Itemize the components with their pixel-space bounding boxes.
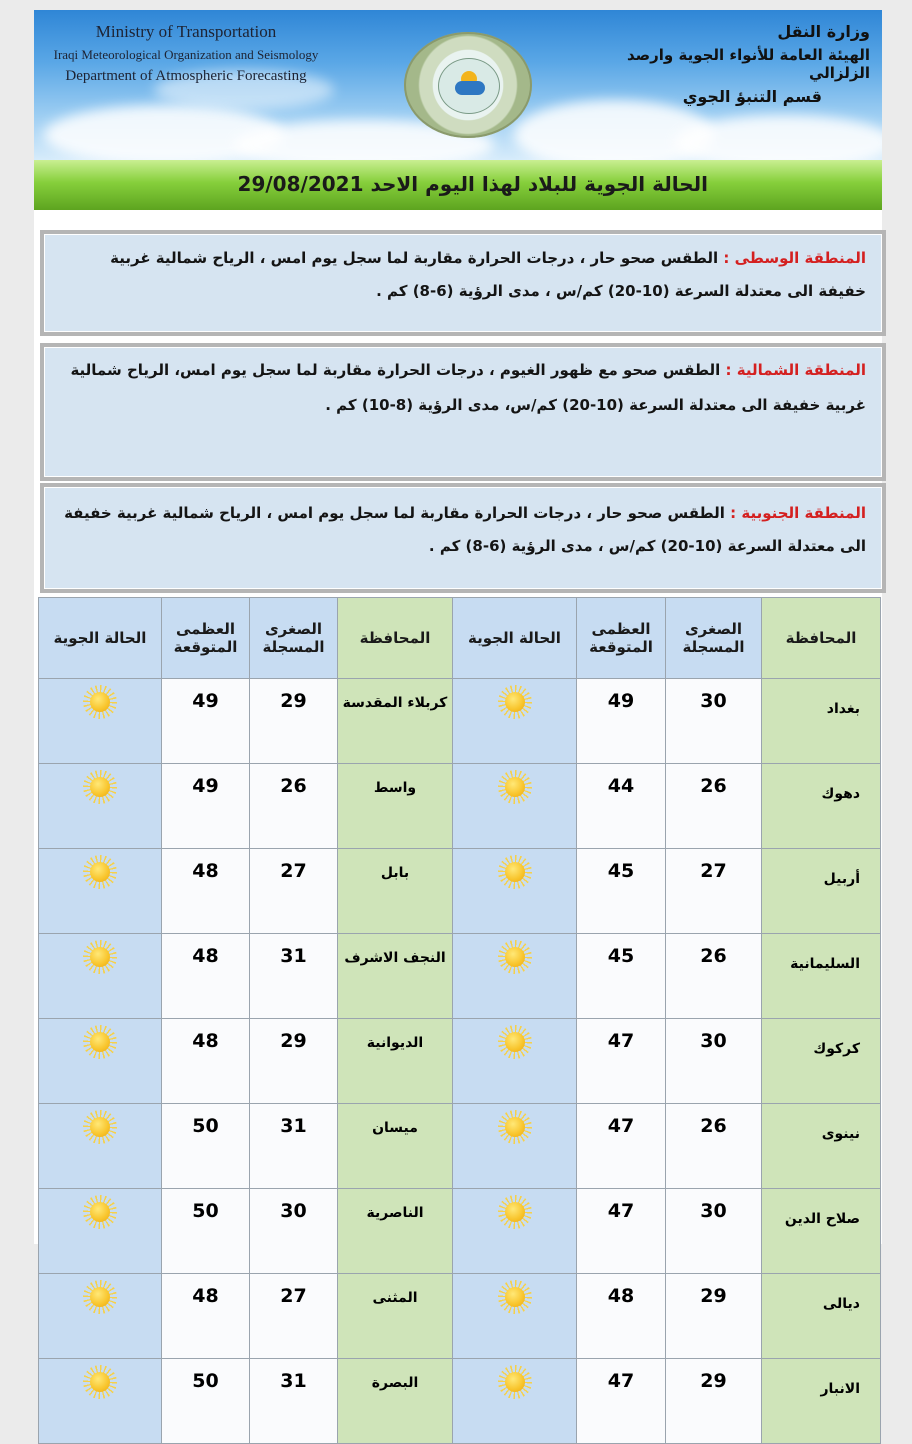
department-en: Department of Atmospheric Forecasting bbox=[65, 68, 307, 84]
weather-cell bbox=[453, 1359, 577, 1444]
header-max: العظمى المتوقعة bbox=[162, 598, 250, 679]
region-north bbox=[40, 343, 886, 481]
governorate-cell: كربلاء المقدسة bbox=[338, 679, 453, 764]
weather-cell bbox=[39, 1189, 162, 1274]
max-temp-cell: 48 bbox=[162, 934, 250, 1019]
min-temp-cell: 29 bbox=[666, 1274, 762, 1359]
weather-cell bbox=[39, 1019, 162, 1104]
organization-en: Iraqi Meteorological Organization and Seismology bbox=[53, 47, 319, 62]
max-temp-cell: 47 bbox=[577, 1189, 666, 1274]
table-row bbox=[39, 679, 881, 764]
region-label: المنطقة الشمالية : bbox=[725, 361, 866, 379]
governorate-cell: ميسان bbox=[338, 1104, 453, 1189]
sunny-icon bbox=[83, 855, 117, 889]
weather-cell bbox=[39, 934, 162, 1019]
weather-cell bbox=[453, 679, 577, 764]
min-temp-cell: 29 bbox=[250, 1019, 338, 1104]
min-temp-cell: 30 bbox=[666, 1189, 762, 1274]
min-temp-cell: 30 bbox=[666, 679, 762, 764]
header-governorate: المحافظة bbox=[762, 598, 881, 679]
header-max: العظمى المتوقعة bbox=[577, 598, 666, 679]
weather-cell bbox=[453, 1274, 577, 1359]
max-temp-cell: 47 bbox=[577, 1104, 666, 1189]
max-temp-cell: 50 bbox=[162, 1104, 250, 1189]
sunny-icon bbox=[498, 770, 532, 804]
sunny-icon bbox=[498, 1365, 532, 1399]
max-temp-cell: 44 bbox=[577, 764, 666, 849]
table-row bbox=[39, 1104, 881, 1189]
governorate-cell: البصرة bbox=[338, 1359, 453, 1444]
weather-cell bbox=[453, 849, 577, 934]
table-row bbox=[39, 764, 881, 849]
sunny-icon bbox=[83, 685, 117, 719]
min-temp-cell: 31 bbox=[250, 1104, 338, 1189]
weather-cell bbox=[453, 764, 577, 849]
organization-logo bbox=[404, 32, 532, 138]
governorate-cell: صلاح الدين bbox=[762, 1189, 881, 1274]
header-weather: الحالة الجوية bbox=[39, 598, 162, 679]
title-bar bbox=[34, 160, 882, 210]
sunny-icon bbox=[498, 940, 532, 974]
weather-cell bbox=[453, 1104, 577, 1189]
max-temp-cell: 48 bbox=[162, 1274, 250, 1359]
sunny-icon bbox=[83, 940, 117, 974]
region-south bbox=[40, 483, 886, 593]
max-temp-cell: 47 bbox=[577, 1019, 666, 1104]
governorate-cell: النجف الاشرف bbox=[338, 934, 453, 1019]
governorate-cell: دهوك bbox=[762, 764, 881, 849]
weather-cell bbox=[453, 934, 577, 1019]
header-weather: الحالة الجوية bbox=[453, 598, 577, 679]
max-temp-cell: 45 bbox=[577, 934, 666, 1019]
max-temp-cell: 50 bbox=[162, 1359, 250, 1444]
weather-cell bbox=[39, 849, 162, 934]
sunny-icon bbox=[498, 1025, 532, 1059]
page-title: الحالة الجوية للبلاد لهذا اليوم الاحد 29/08/2021 bbox=[237, 172, 708, 196]
governorate-cell: ديالى bbox=[762, 1274, 881, 1359]
ministry-en: Ministry of Transportation bbox=[95, 22, 277, 41]
min-temp-cell: 26 bbox=[250, 764, 338, 849]
max-temp-cell: 49 bbox=[577, 679, 666, 764]
max-temp-cell: 48 bbox=[162, 849, 250, 934]
governorate-cell: السليمانية bbox=[762, 934, 881, 1019]
min-temp-cell: 31 bbox=[250, 934, 338, 1019]
governorate-cell: بابل bbox=[338, 849, 453, 934]
forecast-page bbox=[34, 10, 882, 1397]
table-row bbox=[39, 934, 881, 1019]
sunny-icon bbox=[498, 1280, 532, 1314]
region-text: الطقس صحو حار ، درجات الحرارة مقاربة لما سجل يوم امس ، الرياح شمالية غربية خفيفة الى معتدلة السرعة (10-20) كم/س ، مدى الرؤية (6-8) كم . bbox=[110, 249, 866, 300]
organization-ar: الهيئة العامة للأنواء الجوية وارصد الزلزالي bbox=[626, 46, 870, 82]
forecast-table bbox=[38, 597, 881, 1444]
sunny-icon bbox=[498, 855, 532, 889]
region-central bbox=[40, 230, 886, 336]
table-row bbox=[39, 1189, 881, 1274]
weather-cell bbox=[453, 1189, 577, 1274]
region-label: المنطقة الجنوبية : bbox=[730, 504, 866, 522]
ministry-ar: وزارة النقل bbox=[777, 22, 870, 41]
header-english bbox=[46, 22, 326, 85]
weather-cell bbox=[39, 679, 162, 764]
sunny-icon bbox=[83, 1110, 117, 1144]
weather-cell bbox=[453, 1019, 577, 1104]
governorate-cell: كركوك bbox=[762, 1019, 881, 1104]
header-arabic bbox=[570, 22, 870, 106]
region-text: الطقس صحو مع ظهور الغيوم ، درجات الحرارة مقاربة لما سجل يوم امس، الرياح شمالية غربية خفيفة الى معتدلة السرعة (10-20) كم/س، مدى الرؤية (8-10) كم . bbox=[70, 361, 866, 414]
weather-cell bbox=[39, 1104, 162, 1189]
governorate-cell: الديوانية bbox=[338, 1019, 453, 1104]
table-row bbox=[39, 1019, 881, 1104]
min-temp-cell: 31 bbox=[250, 1359, 338, 1444]
min-temp-cell: 26 bbox=[666, 934, 762, 1019]
max-temp-cell: 48 bbox=[577, 1274, 666, 1359]
governorate-cell: بغداد bbox=[762, 679, 881, 764]
max-temp-cell: 47 bbox=[577, 1359, 666, 1444]
header-min: الصغرى المسجلة bbox=[250, 598, 338, 679]
min-temp-cell: 30 bbox=[250, 1189, 338, 1274]
table-row bbox=[39, 849, 881, 934]
min-temp-cell: 27 bbox=[666, 849, 762, 934]
governorate-cell: المثنى bbox=[338, 1274, 453, 1359]
governorate-cell: الانبار bbox=[762, 1359, 881, 1444]
region-label: المنطقة الوسطى : bbox=[723, 249, 866, 267]
header-banner bbox=[34, 10, 882, 160]
sunny-icon bbox=[83, 1365, 117, 1399]
max-temp-cell: 45 bbox=[577, 849, 666, 934]
governorate-cell: أربيل bbox=[762, 849, 881, 934]
min-temp-cell: 29 bbox=[666, 1359, 762, 1444]
weather-cell bbox=[39, 764, 162, 849]
min-temp-cell: 30 bbox=[666, 1019, 762, 1104]
region-text: الطقس صحو حار ، درجات الحرارة مقاربة لما سجل يوم امس ، الرياح شمالية غربية خفيفة الى معتدلة السرعة (10-20) كم/س ، مدى الرؤية (6-8) كم . bbox=[64, 504, 866, 555]
min-temp-cell: 29 bbox=[250, 679, 338, 764]
table-header-row bbox=[39, 598, 881, 679]
sunny-icon bbox=[83, 1195, 117, 1229]
sunny-icon bbox=[498, 1195, 532, 1229]
weather-cell bbox=[39, 1274, 162, 1359]
sunny-icon bbox=[498, 1110, 532, 1144]
max-temp-cell: 49 bbox=[162, 679, 250, 764]
table-row bbox=[39, 1274, 881, 1359]
min-temp-cell: 27 bbox=[250, 849, 338, 934]
min-temp-cell: 26 bbox=[666, 764, 762, 849]
min-temp-cell: 27 bbox=[250, 1274, 338, 1359]
sunny-icon bbox=[83, 770, 117, 804]
header-min: الصغرى المسجلة bbox=[666, 598, 762, 679]
max-temp-cell: 50 bbox=[162, 1189, 250, 1274]
sunny-icon bbox=[83, 1280, 117, 1314]
max-temp-cell: 48 bbox=[162, 1019, 250, 1104]
sunny-icon bbox=[83, 1025, 117, 1059]
header-governorate: المحافظة bbox=[338, 598, 453, 679]
sunny-icon bbox=[498, 685, 532, 719]
department-ar: قسم التنبؤ الجوي bbox=[682, 87, 822, 106]
table-row bbox=[39, 1359, 881, 1444]
min-temp-cell: 26 bbox=[666, 1104, 762, 1189]
weather-cell bbox=[39, 1359, 162, 1444]
governorate-cell: واسط bbox=[338, 764, 453, 849]
max-temp-cell: 49 bbox=[162, 764, 250, 849]
governorate-cell: الناصرية bbox=[338, 1189, 453, 1274]
governorate-cell: نينوى bbox=[762, 1104, 881, 1189]
